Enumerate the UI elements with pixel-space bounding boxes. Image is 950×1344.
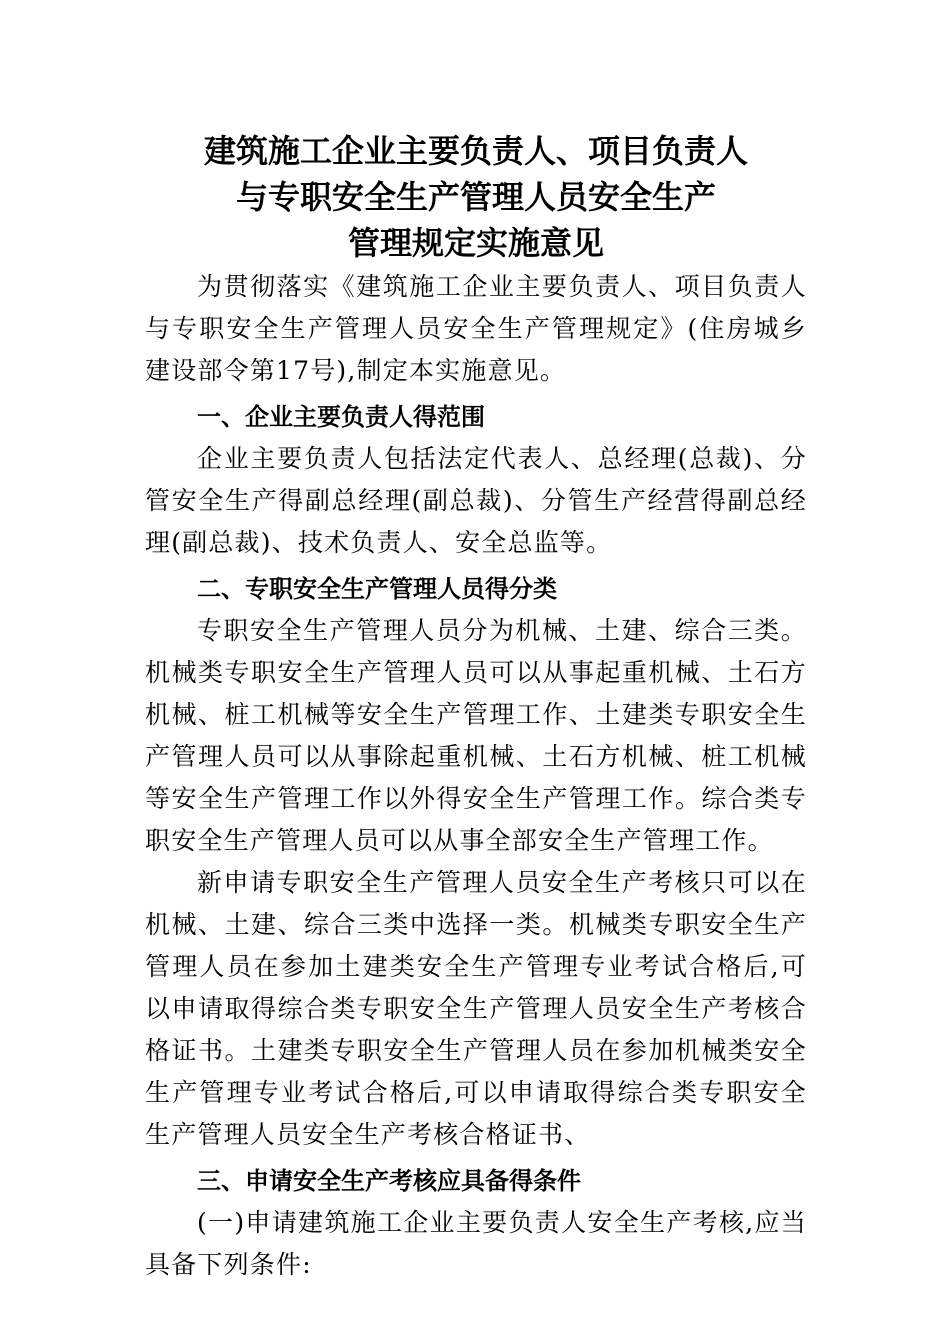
- section-2-paragraph-1: 专职安全生产管理人员分为机械、土建、综合三类。机械类专职安全生产管理人员可以从事起重机械、土石方机械、桩工机械等安全生产管理工作、土建类专职安全生产管理人员可以从事除起重机械、土石方机械、桩工机械等安全生产管理工作以外得安全生产管理工作。综合类专职安全生产管理人员可以从事全部安全生产管理工作。: [145, 616, 807, 855]
- intro-paragraph: 为贯彻落实《建筑施工企业主要负责人、项目负责人与专职安全生产管理人员安全生产管理规定》(住房城乡建设部令第17号),制定本实施意见。: [145, 272, 807, 385]
- section-3-heading: 三、申请安全生产考核应具备得条件: [197, 1167, 581, 1195]
- title-line-2: 与专职安全生产管理人员安全生产: [235, 178, 716, 216]
- title-line-3: 管理规定实施意见: [347, 224, 604, 262]
- section-1-heading: 一、企业主要负责人得范围: [197, 403, 485, 431]
- section-3-paragraph-1: (一)申请建筑施工企业主要负责人安全生产考核,应当具备下列条件:: [145, 1208, 807, 1279]
- title-line-1: 建筑施工企业主要负责人、项目负责人: [203, 132, 748, 170]
- document-page: [145, 128, 807, 1286]
- section-2-paragraph-2: 新申请专职安全生产管理人员安全生产考核只可以在机械、土建、综合三类中选择一类。机械类专职安全生产管理人员在参加土建类安全生产管理专业考试合格后,可以申请取得综合类专职安全生产管理人员安全生产考核合格证书。土建类专职安全生产管理人员在参加机械类安全生产管理专业考试合格后,可以申请取得综合类专职安全生产管理人员安全生产考核合格证书、: [145, 868, 807, 1149]
- section-2-heading: 二、专职安全生产管理人员得分类: [197, 575, 557, 603]
- document-title: [145, 128, 807, 266]
- section-1-paragraph: 企业主要负责人包括法定代表人、总经理(总裁)、分管安全生产得副总经理(副总裁)、分管生产经营得副总经理(副总裁)、技术负责人、安全总监等。: [145, 444, 807, 557]
